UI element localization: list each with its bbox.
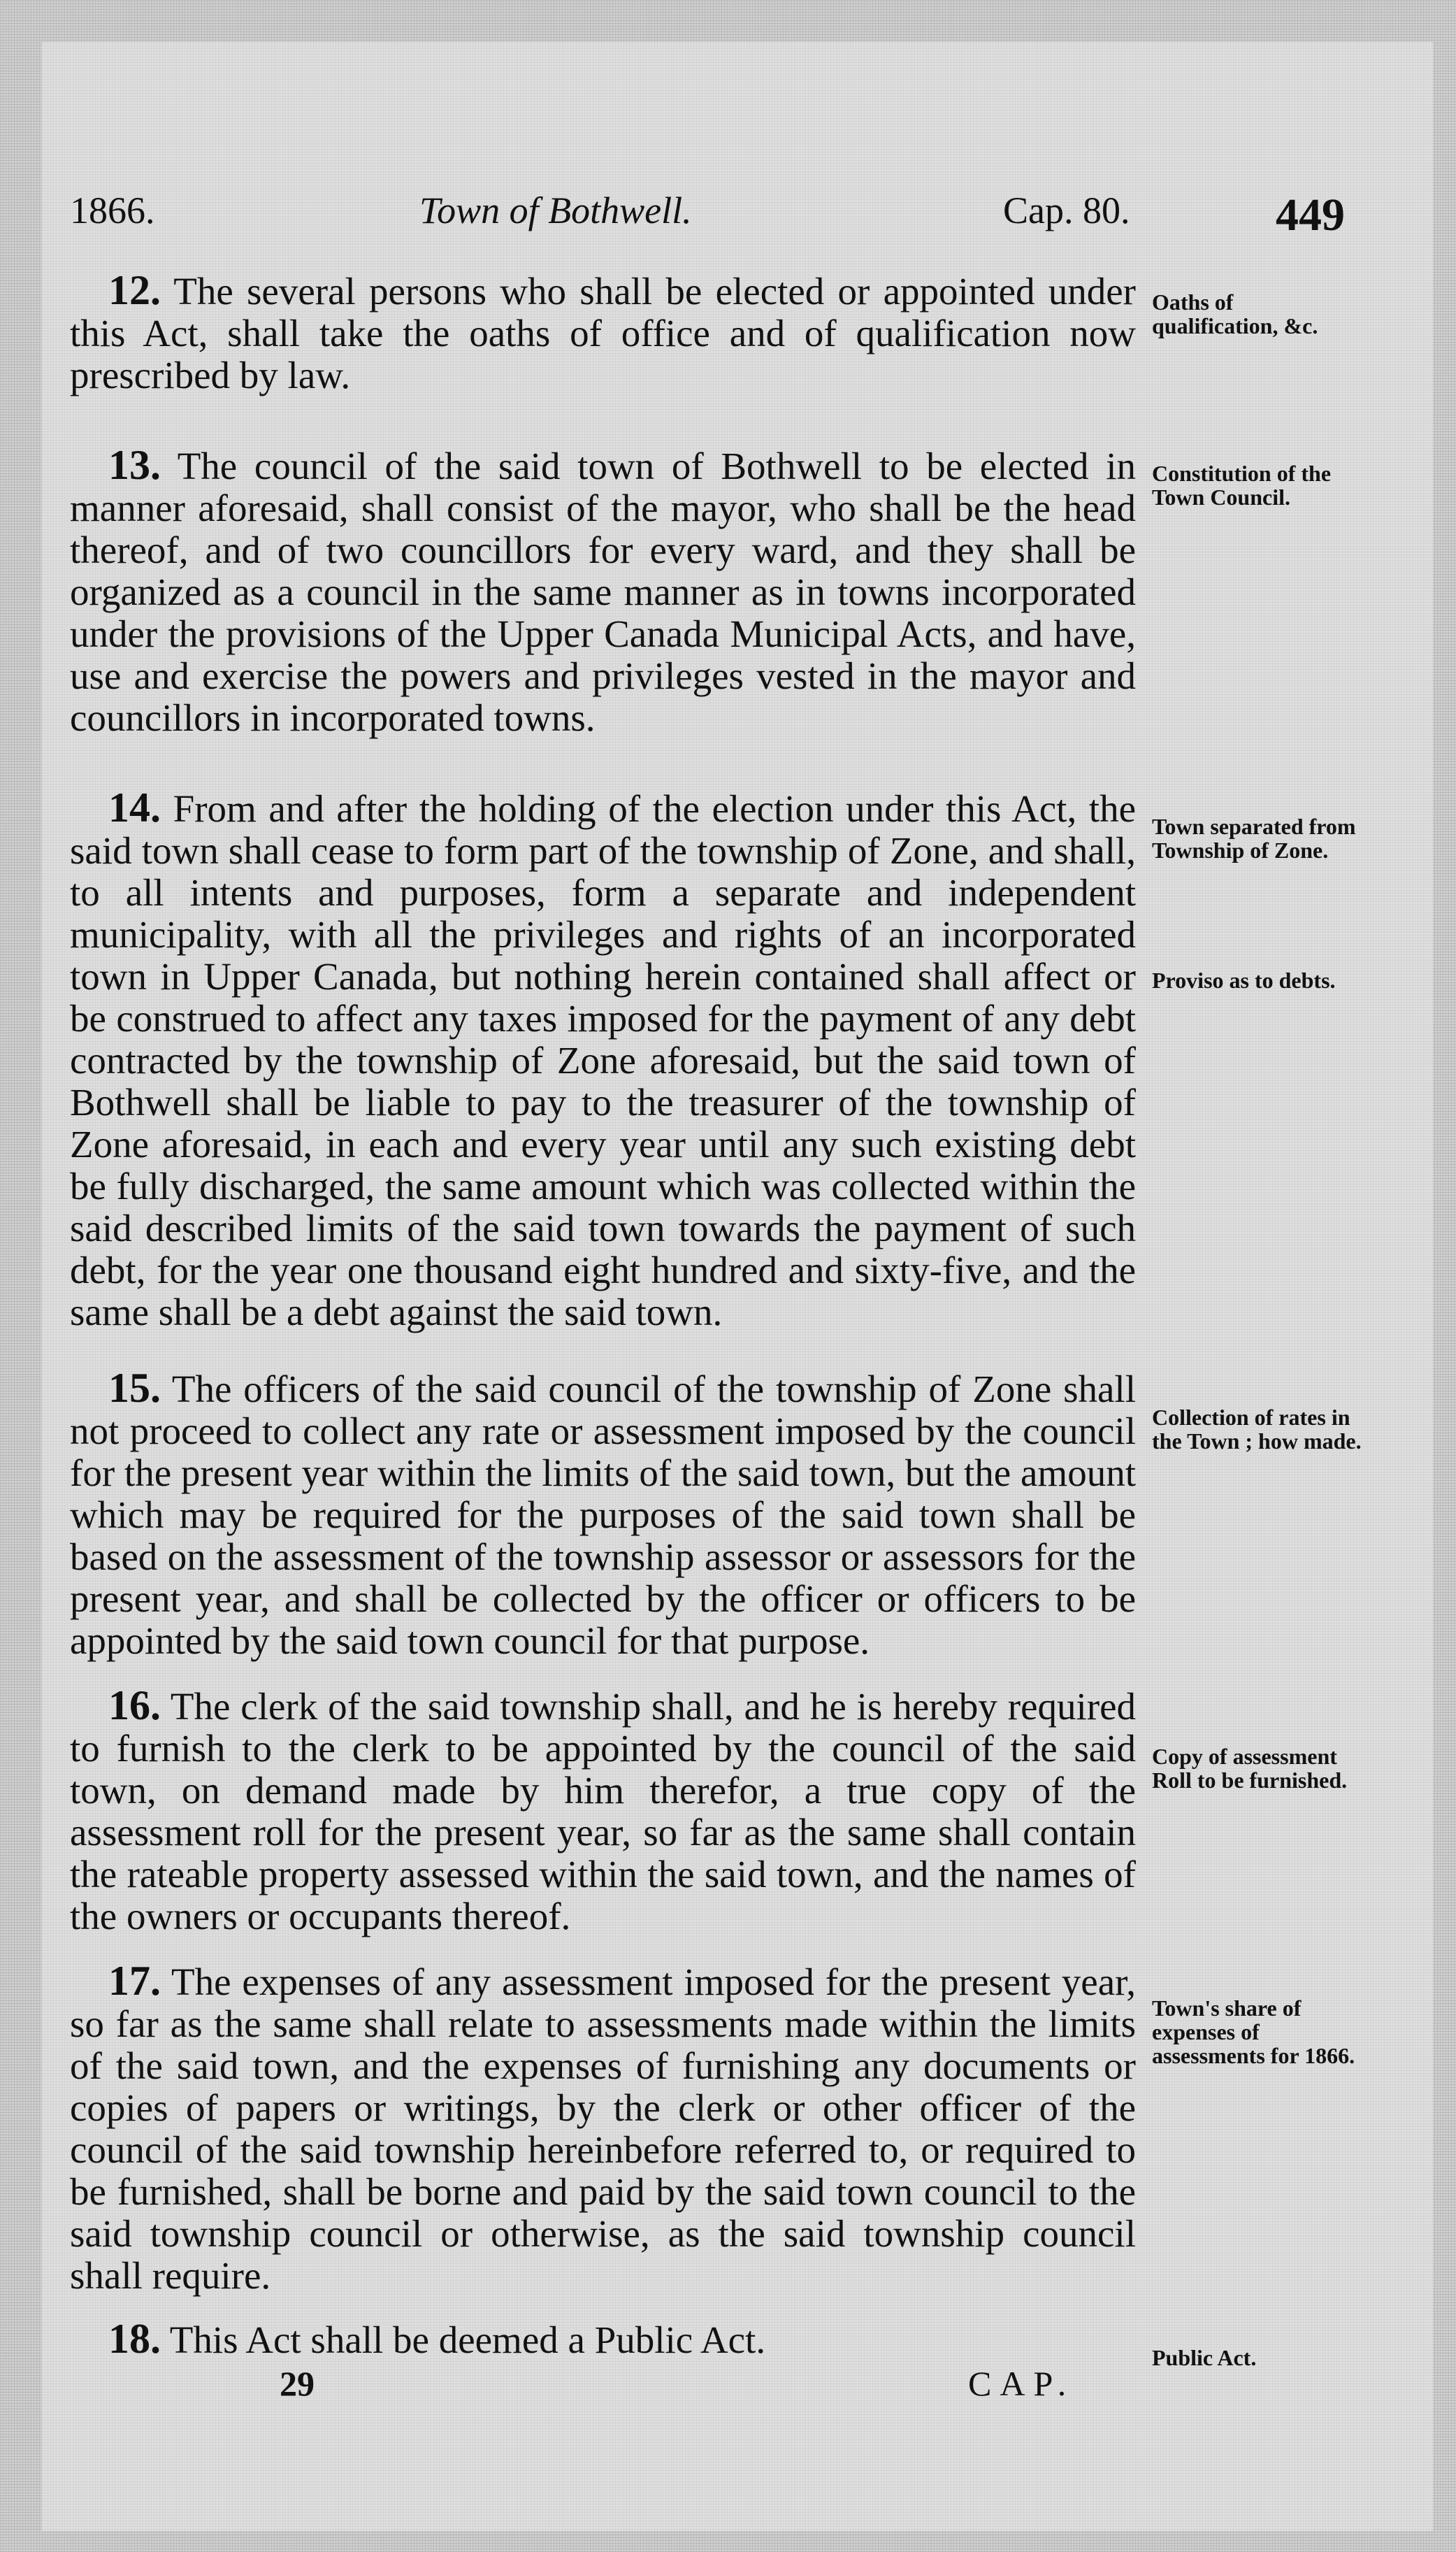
section-text: The expenses of any assessment imposed for the present year, so far as the same shall relate to assessments made within the limits of the said town, and the expenses of furnishing any documents or copies of papers or writings, by the clerk or other officer of the council of the said township hereinbefore referred to, or required to be furnished, shall be borne and paid by the said town council to the said township council or otherwise, as the said township council shall require. xyxy=(70,1960,1136,2297)
margin-note-expenses: Town's share of expenses of assessments for 1866. xyxy=(1152,1995,1355,2068)
section-13 xyxy=(70,444,1136,739)
section-12 xyxy=(70,269,1136,396)
section-number: 18. xyxy=(108,2316,161,2362)
section-text: The clerk of the said township shall, and he is hereby required to furnish to the clerk to be appointed by the council of the said town, on demand made by him therefor, a true copy of the assessment roll for the present year, so far as the same shall contain the rateable property assessed within the said town, and the names of the owners or occupants thereof. xyxy=(70,1685,1136,1937)
section-text: The several persons who shall be elected or appointed under this Act, shall take the oaths of office and of qualification now prescribed by law. xyxy=(70,270,1136,396)
section-number: 16. xyxy=(108,1682,161,1728)
margin-note-assessment-roll: Copy of assessment Roll to be furnished. xyxy=(1152,1744,1348,1793)
margin-note-public-act: Public Act. xyxy=(1152,2345,1257,2370)
section-number: 13. xyxy=(108,442,161,488)
catchword: CAP. xyxy=(968,2364,1075,2403)
section-text: The council of the said town of Bothwell to be elected in manner aforesaid, shall consist of the mayor, who shall be the head thereof, and of two councillors for every ward, and they shall be organized as a council in the same manner as in towns incorporated under the provisions of the Upper Canada Municipal Acts, and have, use and exercise the powers and privileges vested in the mayor and councillors in incorporated towns. xyxy=(70,445,1136,739)
running-header xyxy=(70,189,1356,252)
section-number: 12. xyxy=(108,267,161,313)
header-year: 1866. xyxy=(70,189,155,231)
section-text: From and after the holding of the election under this Act, the said town shall cease to form part of the township of Zone, and shall, to all intents and purposes, form a separate and independent municipality, with all the privileges and rights of an incorporated town in Upper Canada, but nothing herein contained shall affect or be construed to affect any taxes imposed for the payment of any debt contracted by the township of Zone aforesaid, but the said town of Bothwell shall be liable to pay to the treasurer of the township of Zone aforesaid, in each and every year until any such existing debt be fully discharged, the same amount which was collected within the said described limits of the said town towards the payment of such debt, for the year one thousand eight hundred and sixty-five, and the same shall be a debt against the said town. xyxy=(70,787,1136,1333)
section-text: The officers of the said council of the township of Zone shall not proceed to collect any rate or assessment imposed by the council for the present year within the limits of the said town, but the amount which may be required for the purposes of the said town shall be based on the assessment of the township assessor or assessors for the present year, and shall be collected by the officer or officers to be appointed by the said town council for that purpose. xyxy=(70,1368,1136,1662)
section-15 xyxy=(70,1367,1136,1662)
page-number: 449 xyxy=(1276,189,1345,241)
signature-mark: 29 xyxy=(280,2364,315,2403)
section-16 xyxy=(70,1684,1136,1937)
margin-note-constitution: Constitution of the Town Council. xyxy=(1152,461,1332,510)
section-text: This Act shall be deemed a Public Act. xyxy=(169,2318,766,2361)
margin-note-oaths: Oaths of qualification, &c. xyxy=(1152,289,1318,338)
section-14 xyxy=(70,784,1136,1333)
section-number: 14. xyxy=(108,784,161,831)
margin-note-proviso: Proviso as to debts. xyxy=(1152,968,1336,993)
statute-text xyxy=(70,269,1136,2361)
section-number: 15. xyxy=(108,1365,161,1411)
margin-note-town-separated: Town separated from Township of Zone. xyxy=(1152,814,1356,863)
section-18 xyxy=(70,2318,1136,2361)
section-17 xyxy=(70,1960,1136,2297)
section-number: 17. xyxy=(108,1958,161,2004)
margin-note-collection: Collection of rates in the Town ; how made. xyxy=(1152,1405,1362,1454)
header-title: Town of Bothwell. xyxy=(419,189,692,231)
header-chapter: Cap. 80. xyxy=(1003,189,1130,231)
